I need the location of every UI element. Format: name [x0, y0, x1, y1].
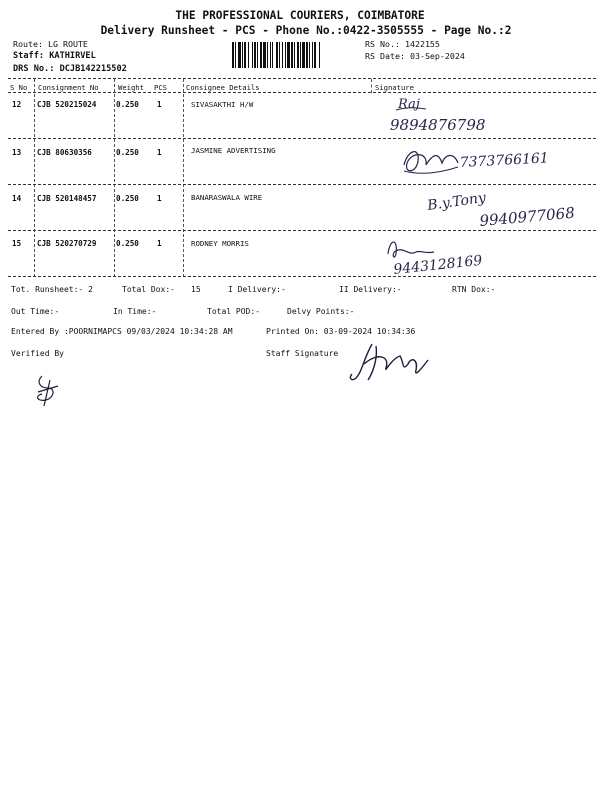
- svg-text:7373766161: 7373766161: [459, 150, 550, 171]
- row-consignee: BANARASWALA WIRE: [191, 193, 263, 202]
- row-pcs: 1: [157, 148, 162, 157]
- entered-by: Entered By :POORNIMAPCS 09/03/2024 10:34:28 AM: [11, 327, 233, 336]
- row-consignee: SIVASAKTHI H/W: [191, 100, 254, 109]
- staff-signature-label: Staff Signature: [266, 349, 339, 358]
- row-sno: 13: [12, 148, 22, 157]
- rtn-dox: RTN Dox:-: [452, 285, 496, 294]
- row-pcs: 1: [157, 100, 162, 109]
- row-consignee: JASMINE ADVERTISING: [191, 146, 276, 155]
- col-header-sno: S No: [10, 83, 28, 92]
- col-header-consignment: Consignment No: [38, 83, 99, 92]
- row-consignment: CJB 520215024: [37, 100, 97, 109]
- row-weight: 0.250: [116, 100, 139, 109]
- row-sno: 12: [12, 100, 22, 109]
- runsheet-subtitle: Delivery Runsheet - PCS - Phone No.:0422-3505555 - Page No.:2: [100, 24, 512, 37]
- col-header-signature: Signature: [375, 83, 414, 92]
- col-header-pcs: PCS: [154, 83, 167, 92]
- row-signature-12: [380, 94, 540, 138]
- row-signature-13: [398, 141, 568, 185]
- row-consignee: RODNEY MORRIS: [191, 239, 249, 248]
- rs-date: RS Date: 03-Sep-2024: [365, 51, 465, 61]
- staff-label: Staff: KATHIRVEL: [13, 51, 96, 61]
- route-label: Route: LG ROUTE: [13, 39, 88, 49]
- column-divider: [34, 79, 35, 277]
- svg-text:Raj: Raj: [398, 97, 420, 112]
- verified-signature: [28, 372, 68, 408]
- barcode-bar: [320, 42, 321, 68]
- row-pcs: 1: [157, 194, 162, 203]
- printed-on: Printed On: 03-09-2024 10:34:36: [266, 327, 416, 336]
- verified-by-label: Verified By: [11, 349, 64, 358]
- row-weight: 0.250: [116, 194, 139, 203]
- row-weight: 0.250: [116, 239, 139, 248]
- i-delivery: I Delivery:-: [228, 285, 286, 294]
- row-rule: [8, 138, 596, 139]
- total-pod: Total POD:-: [207, 307, 260, 316]
- table-header-rule: [8, 92, 596, 93]
- column-divider: [371, 79, 372, 93]
- ii-delivery: II Delivery:-: [339, 285, 402, 294]
- tot-runsheet: Tot. Runsheet:- 2: [11, 285, 93, 294]
- column-divider: [183, 79, 184, 277]
- out-time: Out Time:-: [11, 307, 60, 316]
- staff-signature: [342, 338, 442, 386]
- company-title: THE PROFESSIONAL COURIERS, COIMBATORE: [175, 9, 425, 22]
- row-pcs: 1: [157, 239, 162, 248]
- svg-text:B.y.Tony: B.y.Tony: [426, 189, 487, 214]
- drs-number: DRS No.: DCJB142215502: [13, 64, 127, 74]
- row-consignment: CJB 520148457: [37, 194, 97, 203]
- table-bottom-rule: [8, 276, 596, 277]
- delvy-points: Delvy Points:-: [287, 307, 355, 316]
- col-header-weight: Weight: [118, 83, 144, 92]
- row-signature-14: [424, 186, 594, 232]
- col-header-consignee: Consignee Details: [186, 83, 260, 92]
- row-consignment: CJB 520270729: [37, 239, 97, 248]
- row-sno: 15: [12, 239, 22, 248]
- row-signature-15: [384, 232, 504, 276]
- column-divider: [114, 79, 115, 277]
- rs-number: RS No.: 1422155: [365, 39, 440, 49]
- row-consignment: CJB 80630356: [37, 148, 92, 157]
- svg-text:9443128169: 9443128169: [392, 252, 484, 278]
- svg-text:9894876798: 9894876798: [390, 116, 486, 134]
- barcode: [232, 42, 360, 68]
- row-sno: 14: [12, 194, 22, 203]
- table-top-rule: [8, 78, 596, 79]
- total-dox-label: Total Dox:-: [122, 285, 175, 294]
- row-weight: 0.250: [116, 148, 139, 157]
- total-dox-value: 15: [191, 285, 201, 294]
- svg-text:9940977068: 9940977068: [478, 203, 576, 230]
- in-time: In Time:-: [113, 307, 157, 316]
